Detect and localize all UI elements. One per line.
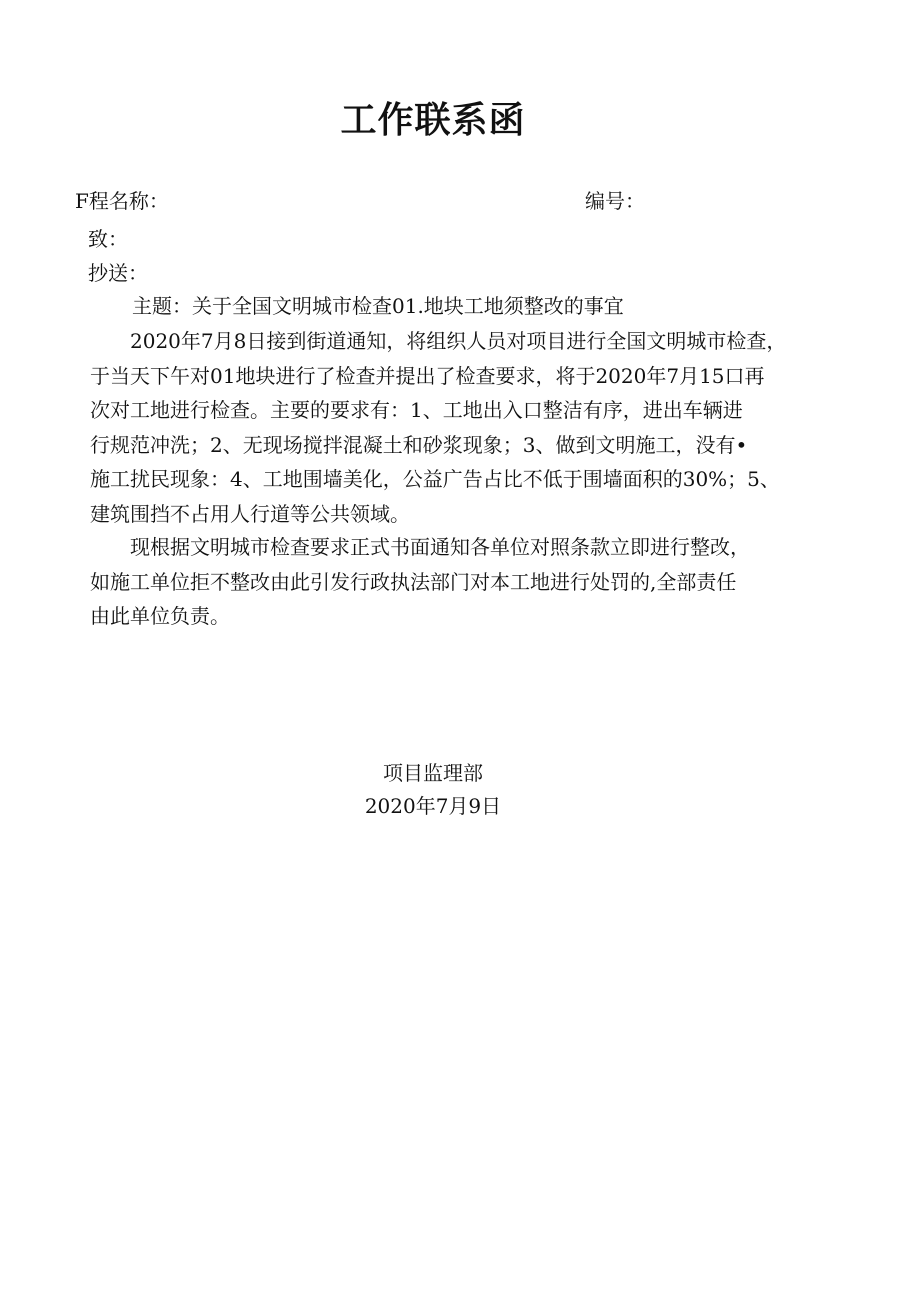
subject-line: 主题：关于全国文明城市检查01.地块工地须整改的事宜 <box>132 294 624 318</box>
signature-department: 项目监理部 <box>383 761 483 785</box>
paragraph-line: 建筑围挡不占用人行道等公共领域。 <box>90 501 410 526</box>
recipient-label: 致： <box>88 227 128 251</box>
cc-label: 抄送： <box>88 261 148 285</box>
document-number-label: 编号： <box>585 189 645 213</box>
paragraph-line: 次对工地进行检查。主要的要求有：1、工地出入口整洁有序，进出车辆进 <box>90 398 743 422</box>
paragraph-line: 现根据文明城市检查要求正式书面通知各单位对照条款立即进行整改， <box>90 535 750 559</box>
paragraph-line: 2020年7月8日接到街道通知，将组织人员对项目进行全国文明城市检查， <box>90 329 787 353</box>
paragraph-line: 如施工单位拒不整改由此引发行政执法部门对本工地进行处罚的,全部责任 <box>90 569 737 594</box>
paragraph-line: 由此单位负责。 <box>90 604 230 628</box>
paragraph-line: 施工扰民现象：4、工地围墙美化，公益广告占比不低于围墙面积的30%；5、 <box>90 467 780 491</box>
paragraph-line: 行规范冲洗；2、无现场搅拌混凝土和砂浆现象；3、做到文明施工，没有• <box>90 432 748 457</box>
signature-date: 2020年7月9日 <box>364 794 502 818</box>
body-paragraph-notice <box>90 324 820 531</box>
project-name-label: F程名称： <box>75 189 169 213</box>
body-paragraph-rectification <box>90 530 820 634</box>
paragraph-line: 于当天下午对01地块进行了检查并提出了检查要求，将于2020年7月15口再 <box>90 363 765 388</box>
document-title: 工作联系函 <box>340 100 526 141</box>
